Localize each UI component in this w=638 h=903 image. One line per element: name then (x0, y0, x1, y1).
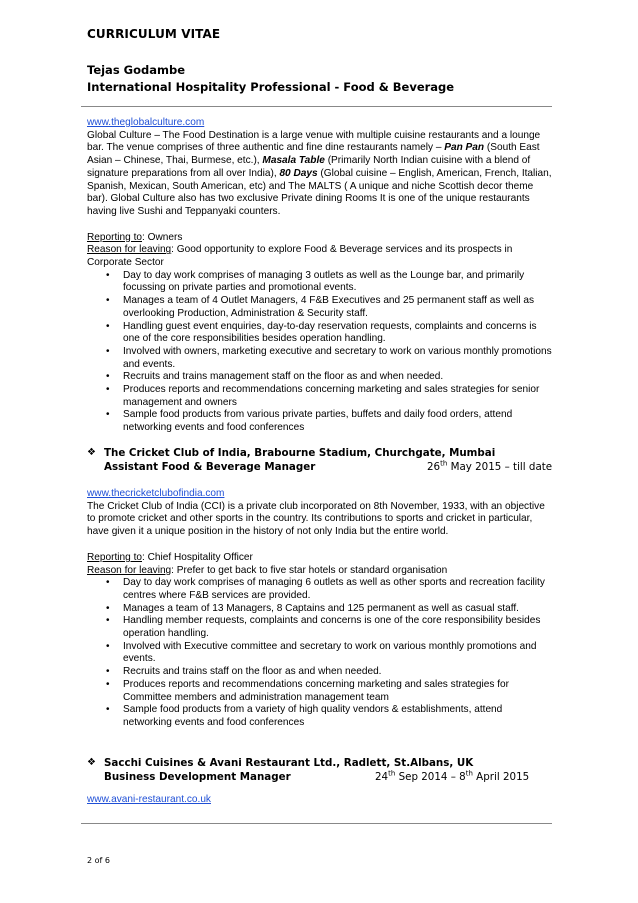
reporting-label: Reporting to (87, 551, 142, 563)
job1-restaurant-name: 80 Days (279, 167, 318, 179)
list-item-text: Recruits and trains staff on the floor as and when needed. (123, 666, 382, 678)
bullet-icon: • (106, 371, 110, 383)
bullet-icon: • (106, 320, 110, 332)
date-part: 24 (375, 771, 389, 783)
job1-duties-list (87, 270, 553, 435)
job2-position: Assistant Food & Beverage Manager (104, 461, 316, 473)
reporting-label: Reporting to (87, 231, 142, 243)
job1-section (87, 117, 553, 435)
bullet-icon: • (106, 384, 110, 396)
list-item-text: Day to day work comprises of managing 3 outlets as well as the Lounge bar, and primarily focussing on private parties and promotional events. (123, 269, 525, 294)
job2-description: The Cricket Club of India (CCI) is a private club incorporated on 8th November, 1933, with an objective to promote cricket and other sports in the country. Its contributions to sports and cricket in particular, have given it a unique position in the history of not only India but the entire world. (87, 500, 545, 538)
bullet-icon: • (106, 345, 110, 357)
job2-section (87, 488, 553, 730)
job3-website-link[interactable]: www.avani-restaurant.co.uk (87, 794, 211, 805)
job3-position: Business Development Manager (104, 771, 291, 783)
job3-dates (375, 770, 529, 784)
bullet-icon: • (106, 602, 110, 614)
bullet-icon: • (106, 295, 110, 307)
list-item (87, 346, 553, 371)
list-item-text: Recruits and trains management staff on the floor as and when needed. (123, 371, 444, 383)
list-item (87, 666, 553, 679)
list-item-text: Produces reports and recommendations concerning marketing and sales strategies for senior management and owners (123, 384, 540, 408)
diamond-bullet-icon: ❖ (87, 757, 96, 768)
bullet-icon: • (106, 704, 110, 716)
date-part: May 2015 – till date (447, 461, 553, 473)
bullet-icon: • (106, 678, 110, 690)
job1-description (87, 130, 553, 219)
job1-reason (87, 244, 553, 269)
list-item-text: Manages a team of 13 Managers, 8 Captains and 125 permanent as well as casual staff. (123, 602, 519, 614)
date-suffix: th (440, 459, 448, 468)
bullet-icon: • (106, 640, 110, 652)
job1-reporting (87, 232, 553, 245)
job2-website-link[interactable]: www.thecricketclubofindia.com (87, 488, 225, 499)
job1-desc-part: (South East Asian – Chinese, Thai, Burmese, etc.), (87, 142, 540, 167)
list-item (87, 704, 553, 729)
list-item-text: Involved with Executive committee and secretary to work on various monthly promotions and events. (123, 640, 537, 665)
date-suffix: th (465, 769, 473, 778)
list-item (87, 270, 553, 295)
list-item-text: Sample food products from various private parties, buffets and daily food orders, attend networking events and food conferences (123, 409, 513, 434)
bullet-icon: • (106, 577, 110, 589)
list-item-text: Handling guest event enquiries, day-to-day reservation requests, complaints and concerns is one of the core responsibilities besides operation handling. (123, 320, 537, 345)
reporting-value: : Owners (142, 231, 183, 243)
list-item-text: Involved with owners, marketing executive and secretary to work on various monthly promotions and events. (123, 345, 552, 370)
list-item (87, 295, 553, 320)
diamond-bullet-icon: ❖ (87, 447, 96, 458)
document-title: CURRICULUM VITAE (87, 27, 221, 41)
reason-value: : Prefer to get back to five star hotels or standard organisation (171, 564, 448, 576)
footer-divider (81, 823, 552, 824)
page-number: 2 of 6 (87, 856, 110, 865)
job1-restaurant-name: Pan Pan (444, 142, 485, 154)
list-item (87, 615, 553, 640)
header-divider (81, 106, 552, 107)
bullet-icon: • (106, 666, 110, 678)
job2-reason (87, 565, 553, 578)
list-item-text: Produces reports and recommendations concerning marketing and sales strategies for Committee members and administration management team (123, 678, 510, 703)
job1-desc-part: (Global cuisine – English, American, French, Italian, Spanish, Mexican, South American, etc) and The MALTS ( A unique and niche Scottish decor theme bar). Global Culture also has two exclusive Private dining Rooms It is one of the unique restaurants having live Sushi and Teppanyaki counters. (87, 167, 552, 217)
reason-label: Reason for leaving (87, 564, 172, 576)
job1-desc-part: (Primarily North Indian cuisine with a blend of signature preparations from all over India), (87, 155, 531, 179)
reason-value: : Good opportunity to explore Food & Beverage services and its prospects in Corporate Sector (87, 244, 513, 269)
job3-section (87, 794, 553, 807)
date-part: Sep 2014 – 8 (395, 771, 466, 783)
job3-heading (87, 756, 553, 784)
list-item-text: Sample food products from a variety of high quality vendors & establishments, attend networking events and food conferences (123, 704, 503, 728)
list-item-text: Day to day work comprises of managing 6 outlets as well as other sports and recreation facility centres where F&B services are provided. (123, 577, 545, 601)
job1-desc-part: Global Culture – The Food Destination is a large venue with multiple cuisine restaurants and a lounge bar. The venue comprises of three authentic and fine dine restaurants namely – (87, 129, 541, 154)
job2-position-row (87, 460, 553, 474)
job3-company: Sacchi Cuisines & Avani Restaurant Ltd., Radlett, St.Albans, UK (104, 757, 474, 769)
list-item (87, 641, 553, 666)
list-item (87, 384, 553, 409)
date-suffix: th (388, 769, 396, 778)
reason-label: Reason for leaving (87, 244, 172, 256)
candidate-role: International Hospitality Professional - Food & Beverage (87, 80, 455, 94)
bullet-icon: • (106, 269, 110, 281)
list-item (87, 577, 553, 602)
list-item (87, 679, 553, 704)
list-item (87, 371, 553, 384)
job2-dates (427, 460, 552, 474)
job2-company: The Cricket Club of India, Brabourne Stadium, Churchgate, Mumbai (104, 447, 496, 459)
job3-position-row (87, 770, 553, 784)
candidate-name: Tejas Godambe (87, 63, 186, 77)
date-part: 26 (427, 461, 441, 473)
reporting-value: : Chief Hospitality Officer (142, 551, 253, 563)
job2-heading (87, 446, 553, 474)
list-item (87, 321, 553, 346)
list-item-text: Manages a team of 4 Outlet Managers, 4 F&B Executives and 25 permanent staff as well as overlooking Production, Administration & Security staff. (123, 295, 535, 319)
job1-website-link[interactable]: www.theglobalculture.com (87, 117, 205, 128)
bullet-icon: • (106, 615, 110, 627)
list-item (87, 603, 553, 616)
bullet-icon: • (106, 409, 110, 421)
date-part: April 2015 (472, 771, 530, 783)
job2-duties-list (87, 577, 553, 729)
list-item (87, 409, 553, 434)
job1-restaurant-name: Masala Table (262, 155, 325, 167)
list-item-text: Handling member requests, complaints and concerns is one of the core responsibility besides operation handling. (123, 615, 541, 640)
job2-reporting (87, 552, 553, 565)
